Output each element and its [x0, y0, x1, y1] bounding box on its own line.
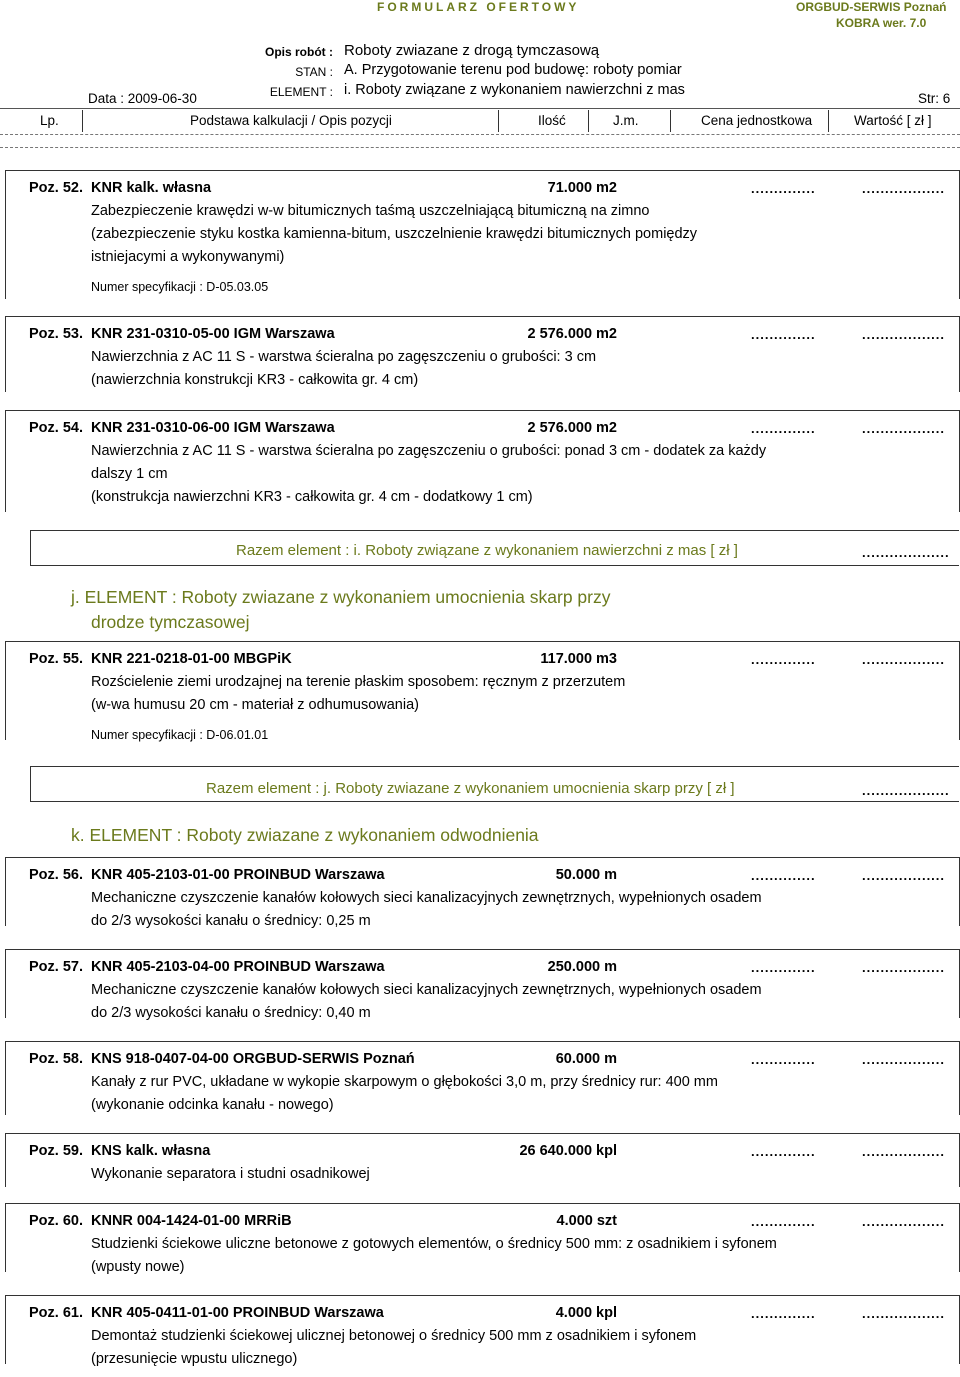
item-basis: KNR 231-0310-06-00 IGM Warszawa [91, 420, 335, 436]
item-poz: Poz. 58. [29, 1051, 83, 1067]
item-description-line: Mechaniczne czyszczenie kanałów kołowych sieci kanalizacyjnych zewnętrznych, wypełnionych osadem [91, 982, 762, 998]
item-value: .................. [862, 181, 946, 196]
item-poz: Poz. 60. [29, 1213, 83, 1229]
item-value: .................. [862, 327, 946, 342]
position-item [0, 1133, 960, 1193]
element-heading: drodze tymczasowej [91, 612, 250, 632]
element-heading: k. ELEMENT : Roboty zwiazane z wykonaniem odwodnienia [71, 825, 539, 845]
item-quantity: 26 640.000 kpl [519, 1143, 617, 1159]
item-poz: Poz. 55. [29, 651, 83, 667]
item-quantity: 250.000 m [547, 959, 617, 975]
item-quantity: 50.000 m [555, 867, 617, 883]
item-description-line: do 2/3 wysokości kanału o średnicy: 0,40 m [91, 1005, 371, 1021]
item-unit-price: .............. [751, 1214, 816, 1229]
item-basis: KNNR 004-1424-01-00 MRRiB [91, 1213, 292, 1229]
opis-value: Roboty zwiazane z drogą tymczasową [344, 42, 600, 59]
item-value: .................. [862, 421, 946, 436]
item-description-line: Nawierzchnia z AC 11 S - warstwa ścieralna po zagęszczeniu o grubości: 3 cm [91, 349, 597, 365]
item-value: .................. [862, 652, 946, 667]
header-divider [0, 108, 960, 109]
item-description-line: istniejacymi a wykonywanymi) [91, 249, 285, 265]
item-description-line: Demontaż studzienki ściekowej ulicznej betonowej o średnicy 500 mm z osadnikiem i syfonem [91, 1328, 697, 1344]
header-divider [0, 134, 960, 135]
item-value: .................. [862, 1214, 946, 1229]
item-basis: KNR 405-2103-04-00 PROINBUD Warszawa [91, 959, 385, 975]
item-description-line: Nawierzchnia z AC 11 S - warstwa ścieralna po zagęszczeniu o grubości: ponad 3 cm - dodatek za każdy [91, 443, 767, 459]
document-date: Data : 2009-06-30 [88, 91, 197, 106]
company-name: ORGBUD-SERWIS Poznań [796, 0, 947, 14]
item-unit-price: .............. [751, 181, 816, 196]
item-poz: Poz. 57. [29, 959, 83, 975]
item-quantity: 60.000 m [555, 1051, 617, 1067]
position-item [0, 316, 960, 398]
item-basis: KNS 918-0407-04-00 ORGBUD-SERWIS Poznań [91, 1051, 415, 1067]
item-value: .................. [862, 1144, 946, 1159]
item-description-line: do 2/3 wysokości kanału o średnicy: 0,25 m [91, 913, 371, 929]
item-description-line: (wpusty nowe) [91, 1259, 185, 1275]
col-value: Wartość [ zł ] [854, 113, 932, 128]
item-value: .................. [862, 960, 946, 975]
summary-value: ................... [862, 545, 950, 560]
item-quantity: 4.000 szt [556, 1213, 617, 1229]
item-basis: KNR 405-0411-01-00 PROINBUD Warszawa [91, 1305, 384, 1321]
element-heading: j. ELEMENT : Roboty zwiazane z wykonaniem umocnienia skarp przy [71, 587, 611, 607]
item-description-line: (przesunięcie wpustu ulicznego) [91, 1351, 298, 1367]
item-description-line: Wykonanie separatora i studni osadnikowej [91, 1166, 370, 1182]
col-lp: Lp. [40, 113, 59, 128]
item-description-line: (konstrukcja nawierzchni KR3 - całkowita gr. 4 cm - dodatkowy 1 cm) [91, 489, 533, 505]
item-unit-price: .............. [751, 327, 816, 342]
summary-label: Razem element : i. Roboty związane z wykonaniem nawierzchni z mas [ zł ] [236, 542, 738, 559]
item-description-line: (nawierzchnia konstrukcji KR3 - całkowita gr. 4 cm) [91, 372, 419, 388]
item-poz: Poz. 56. [29, 867, 83, 883]
software-version: KOBRA wer. 7.0 [836, 16, 927, 30]
item-basis: KNR 231-0310-05-00 IGM Warszawa [91, 326, 335, 342]
item-basis: KNR kalk. własna [91, 180, 212, 196]
col-sep [588, 110, 589, 132]
col-sep [670, 110, 671, 132]
item-unit-price: .............. [751, 960, 816, 975]
position-item [0, 857, 960, 932]
item-spec-number: Numer specyfikacji : D-06.01.01 [91, 728, 269, 742]
element-label: ELEMENT : [269, 85, 333, 99]
item-unit-price: .............. [751, 868, 816, 883]
stan-value: A. Przygotowanie terenu pod budowę: roboty pomiar [344, 62, 682, 78]
item-quantity: 2 576.000 m2 [527, 326, 617, 342]
item-description-line: (zabezpieczenie styku kostka kamienna-bitum, uszczelnienie krawędzi bitumicznych pomiędzy [91, 226, 698, 242]
col-qty: Ilość [538, 113, 566, 128]
item-poz: Poz. 59. [29, 1143, 83, 1159]
item-spec-number: Numer specyfikacji : D-05.03.05 [91, 280, 269, 294]
item-value: .................. [862, 1306, 946, 1321]
form-title: FORMULARZ OFERTOWY [377, 0, 580, 14]
position-item [0, 949, 960, 1024]
item-poz: Poz. 54. [29, 420, 83, 436]
item-unit-price: .............. [751, 1306, 816, 1321]
item-description-line: Kanały z rur PVC, układane w wykopie skarpowym o głębokości 3,0 m, przy średnicy rur: 400 mm [91, 1074, 718, 1090]
stan-label: STAN : [295, 65, 333, 79]
item-basis: KNR 405-2103-01-00 PROINBUD Warszawa [91, 867, 385, 883]
summary-value: ................... [862, 783, 950, 798]
item-poz: Poz. 52. [29, 180, 83, 196]
col-unit: J.m. [613, 113, 639, 128]
col-sep [498, 110, 499, 132]
item-description-line: Studzienki ściekowe uliczne betonowe z gotowych elementów, o średnicy 500 mm: z osadnikiem i syfonem [91, 1236, 777, 1252]
item-poz: Poz. 53. [29, 326, 83, 342]
opis-label: Opis robót : [265, 45, 333, 59]
item-description-line: (wykonanie odcinka kanału - nowego) [91, 1097, 334, 1113]
col-basis: Podstawa kalkulacji / Opis pozycji [190, 113, 392, 128]
item-description-line: Mechaniczne czyszczenie kanałów kołowych sieci kanalizacyjnych zewnętrznych, wypełnionych osadem [91, 890, 762, 906]
item-basis: KNR 221-0218-01-00 MBGPiK [91, 651, 292, 667]
header-divider [0, 147, 960, 148]
item-description-line: dalszy 1 cm [91, 466, 168, 482]
item-unit-price: .............. [751, 1052, 816, 1067]
position-item [0, 1295, 960, 1370]
col-sep [82, 110, 83, 132]
item-quantity: 117.000 m3 [540, 651, 617, 667]
item-quantity: 2 576.000 m2 [527, 420, 617, 436]
summary-label: Razem element : j. Roboty zwiazane z wykonaniem umocnienia skarp przy [ zł ] [206, 780, 735, 797]
page-number: Str: 6 [918, 91, 951, 106]
item-basis: KNS kalk. własna [91, 1143, 211, 1159]
item-poz: Poz. 61. [29, 1305, 83, 1321]
item-quantity: 71.000 m2 [547, 180, 617, 196]
item-unit-price: .............. [751, 1144, 816, 1159]
item-description-line: (w-wa humusu 20 cm - materiał z odhumusowania) [91, 697, 419, 713]
position-item [0, 641, 960, 746]
item-unit-price: .............. [751, 652, 816, 667]
position-item [0, 1041, 960, 1121]
col-sep [828, 110, 829, 132]
item-quantity: 4.000 kpl [555, 1305, 617, 1321]
position-item [0, 1203, 960, 1278]
position-item [0, 170, 960, 305]
position-item [0, 410, 960, 518]
col-price: Cena jednostkowa [701, 113, 813, 128]
item-value: .................. [862, 868, 946, 883]
element-value: i. Roboty związane z wykonaniem nawierzchni z mas [344, 82, 685, 98]
item-description-line: Rozścielenie ziemi urodzajnej na terenie płaskim sposobem: ręcznym z przerzutem [91, 674, 626, 690]
item-value: .................. [862, 1052, 946, 1067]
item-description-line: Zabezpieczenie krawędzi w-w bitumicznych taśmą uszczelniającą bitumiczną na zimno [91, 203, 650, 219]
item-unit-price: .............. [751, 421, 816, 436]
